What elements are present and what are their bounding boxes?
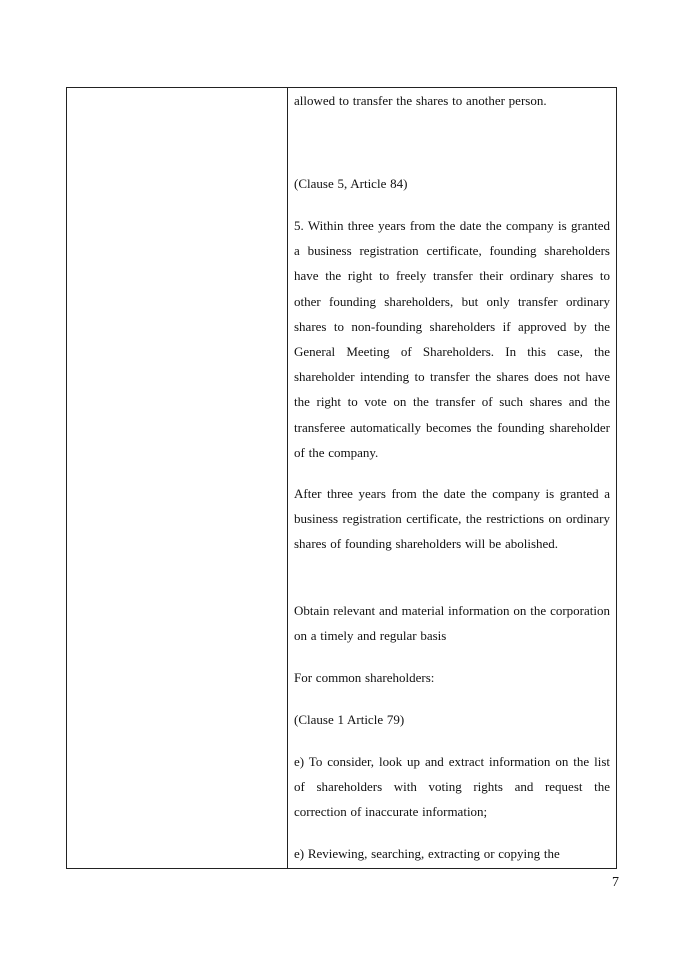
paragraph-founding-shareholders-transfer: 5. Within three years from the date the company is granted a business registration certificate, founding shareholders have the right to freely transfer their ordinary shares to other founding shareholders, but only transfer ordinary shares to non-founding shareholders if approved by the General Meeting of Shareholders. In this case, the shareholder intending to transfer the shares does not have the right to vote on the transfer of such shares and the transferee automatically becomes the founding shareholder of the company. (294, 218, 610, 460)
table-right-cell (288, 88, 616, 868)
table-left-cell (67, 88, 288, 868)
content-table (66, 87, 617, 869)
paragraph-clause-5-article-84: (Clause 5, Article 84) (294, 176, 408, 191)
paragraph-list-of-shareholders: e) To consider, look up and extract information on the list of shareholders with voting rights and request the correction of inaccurate information; (294, 754, 610, 820)
paragraph-clause-1-article-79: (Clause 1 Article 79) (294, 712, 405, 727)
paragraph-reviewing-searching: e) Reviewing, searching, extracting or copying the (294, 846, 560, 861)
page-number: 7 (612, 875, 619, 890)
paragraph-transfer-continuation: allowed to transfer the shares to another person. (294, 93, 547, 108)
paragraph-obtain-information: Obtain relevant and material information on the corporation on a timely and regular basis (294, 603, 610, 644)
paragraph-common-shareholders: For common shareholders: (294, 670, 435, 685)
paragraph-restrictions-abolished: After three years from the date the company is granted a business registration certificate, the restrictions on ordinary shares of founding shareholders will be abolished. (294, 486, 610, 552)
